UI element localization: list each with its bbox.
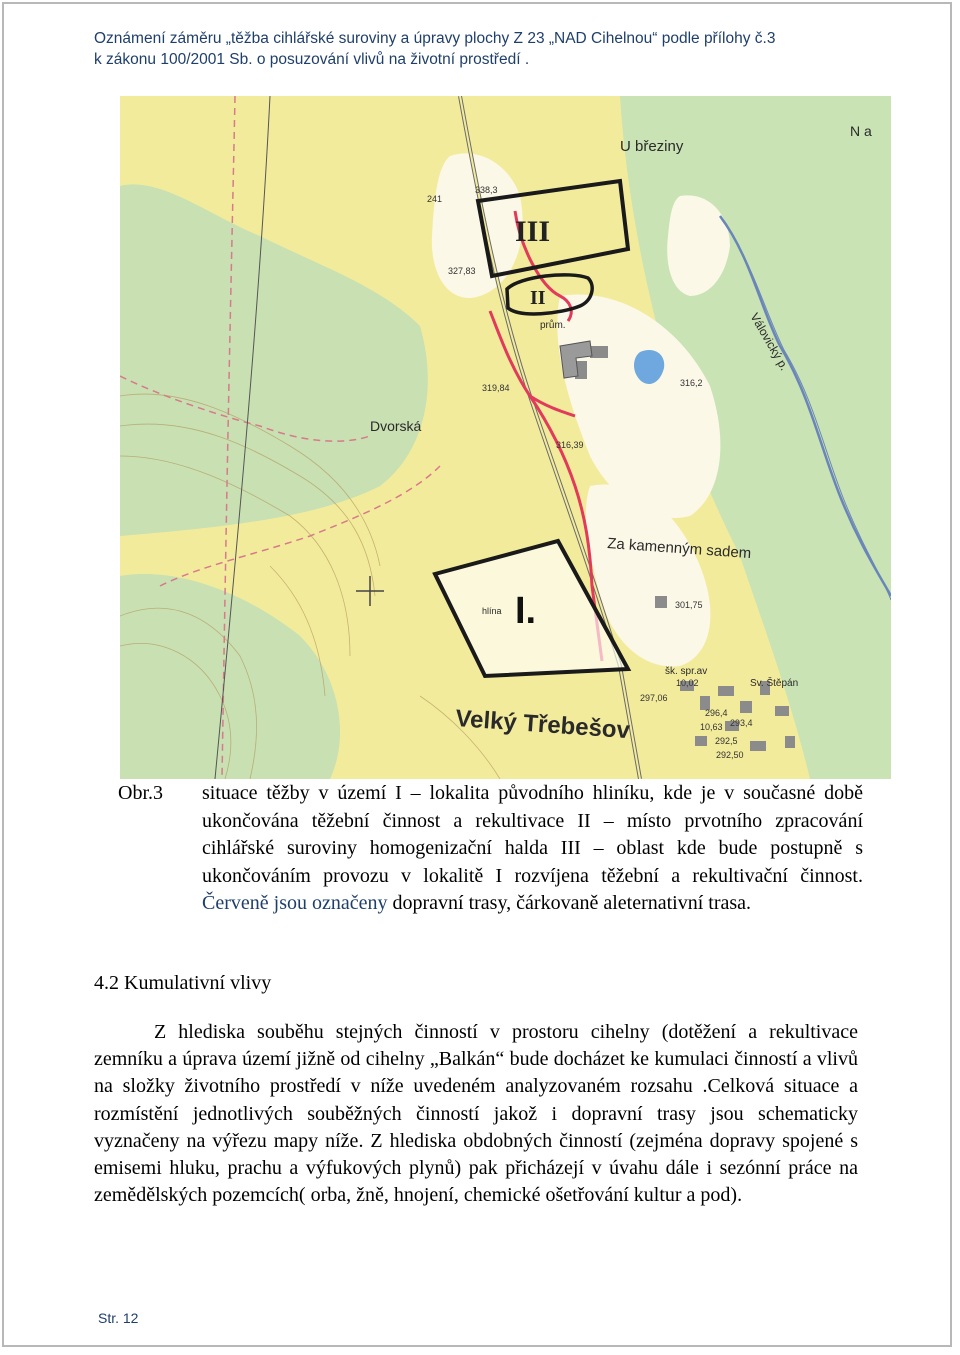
- label-sv-stepan: Sv. Štěpán: [750, 678, 799, 689]
- elev-9: 10,02: [676, 678, 699, 688]
- label-sk-sprav: šk. spr.av: [665, 666, 708, 677]
- elev-1: 338,3: [475, 185, 498, 195]
- area-3-label: III: [515, 215, 551, 248]
- label-dvorska: Dvorská: [370, 418, 422, 434]
- figure-caption: [118, 780, 863, 918]
- elev-14: 10,63: [700, 722, 723, 732]
- body-paragraph: Z hlediska souběhu stejných činností v prostoru cihelny (dotěžení a rekultivace zemníku a úprava území jižně od cihelny „Balkán“ bude docházet ke kumulaci činností a vlivů na složky životního prostředí v níže uvedeném analyzovaném rozsahu .Celková situace a rozmístění jednotlivých souběžných činností jakož i dopravní trasy jsou schematicky vyznačeny na výřezu mapy níže. Z hlediska obdobných činností (zejména dopravy spojené s emisemi hluku, prachu a výfukových plynů) pak přicházejí v úvahu dále i sezónní práce na zemědělských pozemcích( orba, žně, hnojení, chemické ošetřování kultur a pod).: [94, 1021, 858, 1207]
- elev-5: 316,2: [680, 378, 703, 388]
- elev-8: 297,06: [640, 693, 668, 703]
- elev-6: 316,39: [556, 440, 584, 450]
- caption-red-note: Červeně jsou označeny: [202, 892, 388, 914]
- elev-12: 292,50: [716, 750, 744, 760]
- elev-11: 292,5: [715, 736, 738, 746]
- label-velky-trebesov: Velký Třebešov: [454, 705, 631, 745]
- label-za-kamennym-sadem: Za kamenným sadem: [606, 535, 752, 563]
- body-text: [94, 1019, 858, 1209]
- elev-3: 327,83: [448, 266, 476, 276]
- label-prum: prům.: [540, 320, 566, 331]
- section-heading: 4.2 Kumulativní vlivy: [94, 972, 272, 994]
- document-header: [94, 28, 874, 70]
- map-figure: [120, 96, 891, 779]
- map-svg: [120, 96, 891, 779]
- elev-10: 296,4: [705, 708, 728, 718]
- label-hlina: hlína: [482, 606, 502, 616]
- elev-13: 293,4: [730, 718, 753, 728]
- label-u-breziny: U březiny: [620, 138, 684, 155]
- header-line-2: k zákonu 100/2001 Sb. o posuzování vlivů na životní prostředí .: [94, 51, 530, 68]
- caption-end: dopravní trasy, čárkovaně aleternativní trasa.: [392, 892, 752, 914]
- figure-number: Obr.3: [118, 782, 163, 804]
- header-line-1: Oznámení záměru „těžba cihlářské suroviny a úpravy plochy Z 23 „NAD Cihelnou“ podle přílohy č.3: [94, 30, 776, 47]
- caption-main: situace těžby v území I – lokalita původního hliníku, kde je v současné době ukončována těžební činnost a rekultivace II – místo prvotního zpracování cihlářské suroviny homogenizační halda III – oblast kde bude postupně s ukončováním provozu v lokalitě I rozvíjena těžební a rekultivační činnost.: [202, 782, 863, 887]
- area-1-label: I.: [515, 590, 537, 632]
- figure-caption-text: [202, 780, 863, 918]
- page-number: Str. 12: [98, 1310, 139, 1326]
- label-n-a: N a: [850, 123, 872, 139]
- elev-2: 241: [427, 194, 443, 204]
- elev-4: 319,84: [482, 383, 510, 393]
- area-2-label: II: [530, 287, 546, 309]
- label-valovicky-p: Válovický p.: [747, 310, 792, 373]
- elev-7: 301,75: [675, 600, 703, 610]
